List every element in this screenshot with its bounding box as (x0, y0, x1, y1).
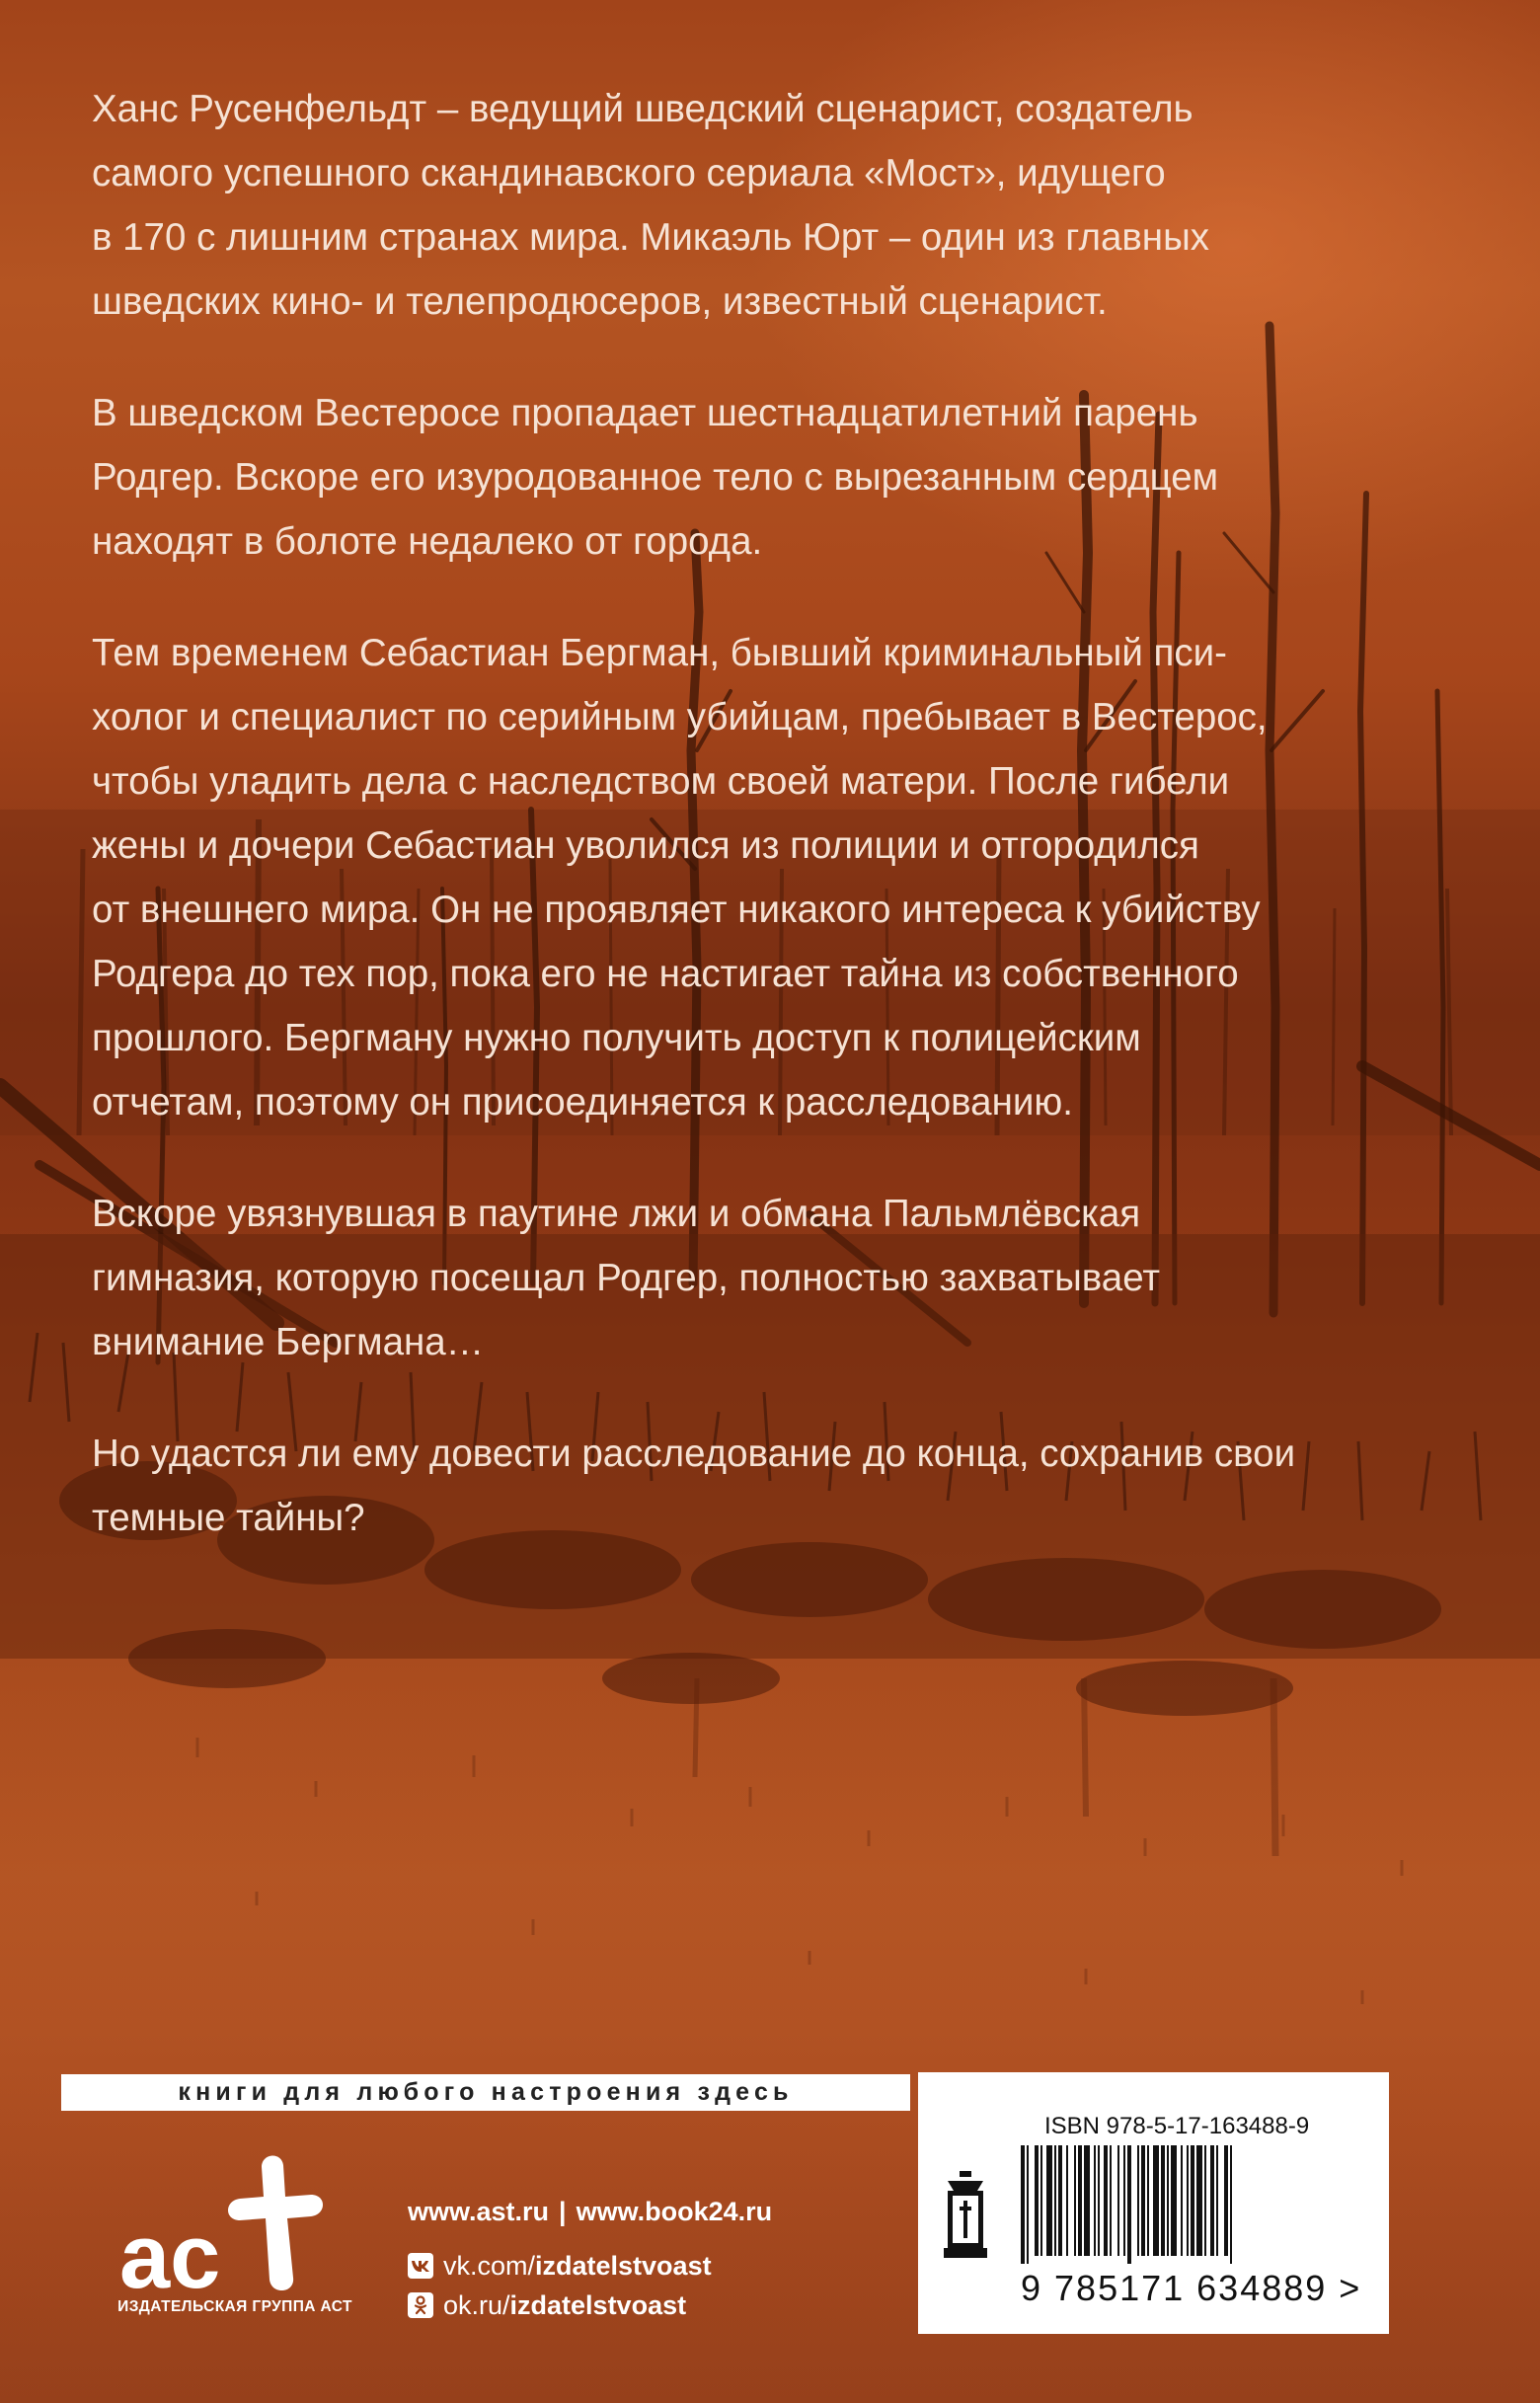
barcode-digits: 9 785171 634889 > (1021, 2268, 1362, 2308)
barcode-bar (1058, 2145, 1062, 2256)
barcode-bar (1054, 2145, 1056, 2256)
barcode-bar (1204, 2145, 1206, 2256)
barcode-bar (1117, 2145, 1119, 2256)
ok-icon (408, 2292, 433, 2318)
barcode-bar (1127, 2145, 1131, 2264)
barcode-bar (1021, 2145, 1025, 2264)
barcode-bar (1040, 2145, 1042, 2256)
barcode-bar (1161, 2145, 1165, 2256)
paragraph-question: Но удастся ли ему довести расследование до конца, сохранив свои темные тайны? (92, 1433, 1296, 1539)
barcode-bar (1171, 2145, 1177, 2256)
paragraph-plot-intro: В шведском Вестеросе пропадает шестнадцатилетний парень Родгер. Вскоре его изуродованное тело с вырезанным сердцем находят в болоте недалеко от города. (92, 392, 1219, 563)
book-description (92, 77, 1454, 1597)
barcode-bar (1110, 2145, 1112, 2256)
link-ast[interactable]: www.ast.ru (408, 2197, 550, 2226)
vk-link[interactable]: vk.com/ izdatelstvoast (408, 2249, 772, 2283)
publisher-links (408, 2197, 772, 2328)
barcode-bar (1066, 2145, 1068, 2256)
barcode-bar (1196, 2145, 1202, 2256)
publisher-caption: ИЗДАТЕЛЬСКАЯ ГРУППА АСТ (117, 2298, 352, 2315)
barcode-bar (1046, 2145, 1052, 2256)
isbn-barcode-panel (918, 2072, 1389, 2334)
barcode-bar (1104, 2145, 1108, 2256)
logo-lettering: ac (119, 2207, 221, 2297)
barcode-bar (1123, 2145, 1125, 2256)
tagline-banner: книги для любого настроения здесь (61, 2074, 910, 2111)
barcode-bar (1224, 2145, 1228, 2256)
barcode-bar (1084, 2145, 1090, 2256)
barcode-bar (1035, 2145, 1039, 2256)
barcode-bar (1181, 2145, 1183, 2256)
barcode-bar (1191, 2145, 1194, 2256)
ast-logo (114, 2139, 350, 2297)
barcode-bar (1141, 2145, 1145, 2256)
barcode-bar (1074, 2145, 1076, 2256)
barcode-bar (1027, 2145, 1029, 2264)
paragraph-gymnasium: Вскоре увязнувшая в паутине лжи и обмана Пальмлёвская гимназия, которую посещал Родгер, полностью захватывает внимание Бергмана… (92, 1193, 1160, 1363)
barcode-bar (1210, 2145, 1214, 2256)
barcode-bar (1147, 2145, 1149, 2256)
paragraph-protagonist: Тем временем Себастиан Бергман, бывший криминальный пси- холог и специалист по серийным убийцам, пребывает в Вестерос, чтобы уладить дела с наследством своей матери. После гибели жены и дочери Себастиан уволился из полиции и отгородился от внешнего мира. Он не проявляет никакого интереса к убийству Родгера до тех пор, пока его не настигает тайна из собственного прошлого. Бергману нужно получить доступ к полицейским отчетам, поэтому он присоединяется к расследованию. (92, 632, 1268, 1124)
barcode-bar (1216, 2145, 1218, 2256)
paragraph-authors: Ханс Русенфельдт – ведущий шведский сценарист, создатель самого успешного скандинавского сериала «Мост», идущего в 170 с лишним странах мира. Микаэль Юрт – один из главных шведских кино- и телепродюсеров, известный сценарист. (92, 88, 1209, 323)
barcode-bar (1094, 2145, 1096, 2256)
barcode-bar (1167, 2145, 1169, 2256)
barcode-bar (1230, 2145, 1232, 2264)
link-book24[interactable]: www.book24.ru (576, 2197, 773, 2226)
barcode-bar (1153, 2145, 1159, 2256)
vk-icon (408, 2253, 433, 2279)
link-separator: | (559, 2197, 567, 2226)
website-links (408, 2197, 772, 2227)
barcode-bar (1078, 2145, 1082, 2256)
isbn-label: ISBN 978-5-17-163488-9 (1044, 2113, 1310, 2139)
barcode-bar (1098, 2145, 1100, 2256)
barcode-bar (1187, 2145, 1189, 2256)
ok-link[interactable]: ok.ru/ izdatelstvoast (408, 2288, 772, 2322)
barcode-bar (1137, 2145, 1139, 2256)
barcode (1017, 2145, 1362, 2264)
lantern-icon (938, 2169, 993, 2264)
